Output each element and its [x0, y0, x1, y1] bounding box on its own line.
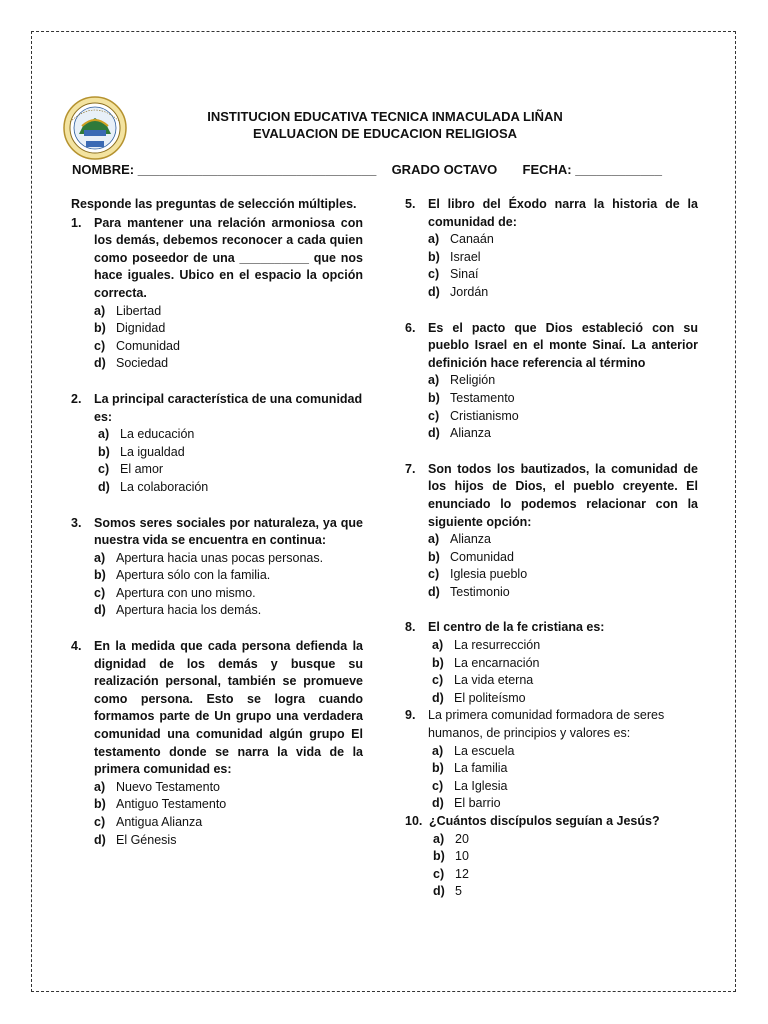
option-a: a) Canaán [428, 232, 494, 247]
school-crest-logo [62, 96, 128, 160]
option-d: d) Apertura hacia los demás. [94, 603, 262, 618]
question-5 [405, 196, 698, 302]
option-d: d) Alianza [428, 426, 491, 441]
question-text: Somos seres sociales por naturaleza, ya que nuestra vida se encuentra en continua: [94, 515, 363, 548]
instructions: Responde las preguntas de selección múltiples. [71, 197, 357, 211]
question-number: 6. [405, 320, 416, 335]
date-field-label: FECHA: ____________ [522, 162, 662, 177]
option-b: b) Testamento [428, 390, 515, 405]
option-a: a) Libertad [94, 303, 162, 318]
option-d: d) El politeísmo [432, 690, 526, 705]
exam-title: EVALUACION DE EDUCACION RELIGIOSA [252, 126, 518, 141]
right-column [405, 196, 698, 901]
question-number: 2. [71, 391, 82, 406]
option-a: a) Alianza [428, 532, 491, 547]
option-b: b) Apertura sólo con la familia. [94, 568, 271, 583]
question-text: ¿Cuántos discípulos seguían a Jesús? [429, 814, 660, 828]
option-c: c) Iglesia pueblo [428, 567, 528, 582]
option-a: a) Nuevo Testamento [94, 779, 220, 794]
question-text: La principal característica de una comunidad es: [94, 391, 363, 424]
question-number: 7. [405, 461, 416, 476]
question-text: Es el pacto que Dios estableció con su pueblo Israel en el monte Sinaí. La anterior definición hace referencia al término [428, 320, 698, 370]
question-10 [405, 813, 698, 901]
option-b: b) La igualdad [98, 444, 185, 459]
question-text: Son todos los bautizados, la comunidad de los hijos de Dios, el pueblo creyente. El enunciado lo podemos relacionar con la siguiente opción: [428, 461, 698, 529]
option-c: c) El amor [98, 462, 164, 477]
question-text: El libro del Éxodo narra la historia de la comunidad de: [428, 197, 698, 229]
option-d: d) 5 [433, 884, 462, 899]
question-text: En la medida que cada persona defienda la dignidad de los demás y busque su realización personal, también se promueve como persona. Esto se logra cuando formamos parte de Un grupo una verdadera comunidad una comunidad algún grupo El testamento donde se narra la vida de la primera comunidad es: [94, 639, 363, 777]
option-c: c) La Iglesia [432, 778, 508, 793]
option-d: d) La colaboración [98, 479, 209, 494]
option-a: a) Apertura hacia unas pocas personas. [94, 550, 324, 565]
option-a: a) 20 [433, 831, 469, 846]
option-a: a) La resurrección [432, 638, 541, 653]
question-text: Para mantener una relación armoniosa con los demás, debemos reconocer a cada quien como poseedor de una __________ que nos hace iguales. Ubico en el espacio la opción correcta. [94, 215, 363, 300]
question-text: La primera comunidad formadora de seres humanos, de principios y valores es: [428, 708, 665, 741]
option-d: d) El barrio [432, 796, 501, 811]
option-a: a) Religión [428, 373, 496, 388]
question-6 [405, 320, 698, 443]
option-b: b) Comunidad [428, 549, 514, 564]
school-name: INSTITUCION EDUCATIVA TECNICA INMACULADA LIÑAN [207, 109, 563, 124]
question-number: 3. [71, 515, 82, 530]
question-number: 1. [71, 215, 82, 230]
grade-label: GRADO OCTAVO [391, 162, 498, 177]
option-c: c) 12 [433, 866, 469, 881]
option-a: a) La escuela [432, 743, 515, 758]
option-c: c) La vida eterna [432, 673, 534, 688]
question-1 [71, 215, 363, 373]
question-text: El centro de la fe cristiana es: [428, 620, 605, 635]
option-c: c) Antigua Alianza [94, 815, 203, 829]
option-d: d) Jordán [428, 284, 489, 299]
option-b: b) Israel [428, 249, 481, 264]
option-c: c) Sinaí [428, 267, 479, 282]
question-7 [405, 461, 698, 602]
option-b: b) La familia [432, 761, 508, 776]
question-number: 4. [71, 639, 82, 654]
document-header [130, 108, 640, 142]
option-b: b) Antiguo Testamento [94, 797, 227, 812]
question-3 [71, 515, 363, 621]
question-9 [405, 707, 698, 813]
question-number: 10. [405, 814, 423, 828]
question-number: 8. [405, 620, 416, 635]
option-b: b) La encarnación [432, 655, 540, 670]
question-2 [71, 391, 363, 497]
name-field-label: NOMBRE: _________________________________ [72, 162, 377, 177]
question-4 [71, 638, 363, 849]
option-c: c) Cristianismo [428, 408, 519, 423]
option-a: a) La educación [98, 427, 195, 442]
option-b: b) 10 [433, 849, 469, 864]
option-d: d) Sociedad [94, 356, 169, 371]
student-info-line [72, 162, 702, 177]
option-d: d) El Génesis [94, 832, 177, 847]
option-b: b) Dignidad [94, 321, 166, 336]
question-8 [405, 619, 698, 707]
question-number: 5. [405, 197, 416, 211]
option-c: c) Comunidad [94, 338, 180, 353]
option-c: c) Apertura con uno mismo. [94, 585, 256, 600]
option-d: d) Testimonio [428, 584, 510, 599]
left-column [71, 196, 363, 867]
question-number: 9. [405, 708, 416, 723]
